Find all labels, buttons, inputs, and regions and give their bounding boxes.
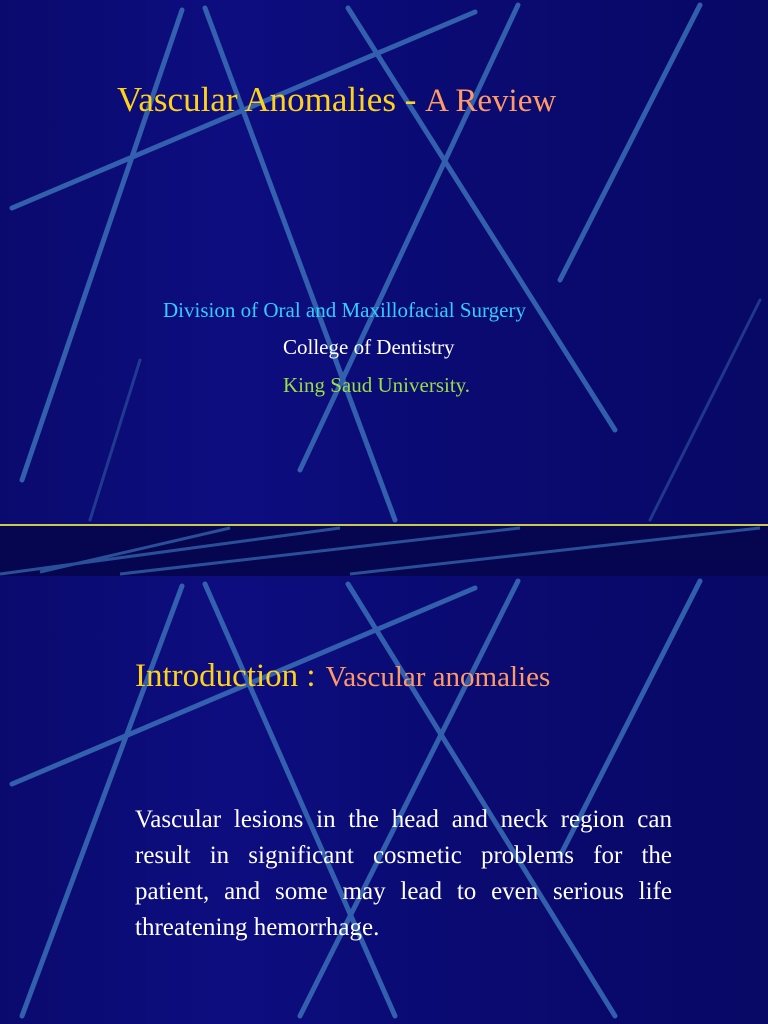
divider-streaks-decoration xyxy=(0,524,768,576)
intro-heading-main: Introduction : xyxy=(135,658,316,694)
intro-heading xyxy=(135,658,550,695)
diagonal-streaks-decoration xyxy=(0,576,768,1024)
slide-title-heading xyxy=(117,80,556,120)
division-line: Division of Oral and Maxillofacial Surgery xyxy=(163,298,526,322)
slide-divider xyxy=(0,524,768,576)
college-line: College of Dentistry xyxy=(283,335,455,359)
title-main-text: Vascular Anomalies - xyxy=(117,80,417,119)
university-line: King Saud University. xyxy=(283,373,471,397)
intro-heading-sub: Vascular anomalies xyxy=(325,661,551,693)
slide-introduction xyxy=(0,576,768,1024)
title-sub-text: A Review xyxy=(425,83,557,119)
intro-body-text: Vascular lesions in the head and neck region can result in significant cosmetic problems for the patient, and some may lead to even serious life threatening hemorrhage. xyxy=(135,806,672,941)
